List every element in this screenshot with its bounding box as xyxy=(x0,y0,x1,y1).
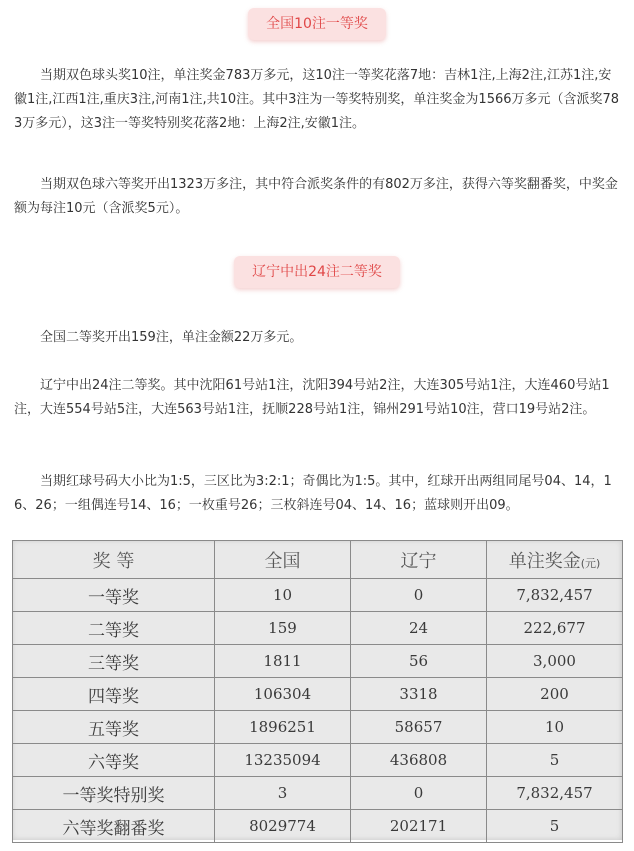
cell-level: 六等奖 xyxy=(13,744,215,777)
cell-level: 一等奖特别奖 xyxy=(13,777,215,810)
cell-liaoning: 436808 xyxy=(351,744,487,777)
table-row xyxy=(13,744,623,777)
cell-national: 13235094 xyxy=(215,744,351,777)
cell-national: 1896251 xyxy=(215,711,351,744)
section-heading: 辽宁中出24注二等奖 xyxy=(234,256,400,288)
header-liaoning: 辽宁 xyxy=(351,541,487,579)
cell-prize: 7,832,457 xyxy=(487,777,623,810)
section-heading-wrap xyxy=(0,256,634,288)
cell-prize: 7,832,457 xyxy=(487,579,623,612)
section-heading: 全国10注一等奖 xyxy=(248,8,386,40)
section-heading-wrap xyxy=(0,8,634,40)
table-row xyxy=(13,612,623,645)
table-header-row xyxy=(13,541,623,579)
cell-national: 3 xyxy=(215,777,351,810)
cell-level: 六等奖翻番奖 xyxy=(13,810,215,843)
cell-national: 106304 xyxy=(215,678,351,711)
paragraph: 全国二等奖开出159注，单注金额22万多元。 xyxy=(40,330,303,345)
cell-national: 8029774 xyxy=(215,810,351,843)
cell-level: 一等奖 xyxy=(13,579,215,612)
cell-national: 10 xyxy=(215,579,351,612)
cell-liaoning: 24 xyxy=(351,612,487,645)
cell-prize: 200 xyxy=(487,678,623,711)
cell-national: 159 xyxy=(215,612,351,645)
header-prize xyxy=(487,541,623,579)
cell-liaoning: 56 xyxy=(351,645,487,678)
paragraph: 当期双色球头奖10注，单注奖金783万多元，这10注一等奖花落7地：吉林1注,上海2注,江苏1注,安徽1注,江西1注,重庆3注,河南1注,共10注。其中3注为一等奖特别奖，单注奖金为1566万多元（含派奖783万多元），这3注一等奖特别奖花落2地：上海2注,安徽1注。 xyxy=(14,68,620,131)
cell-prize: 5 xyxy=(487,810,623,843)
prize-table xyxy=(12,540,623,843)
cell-level: 四等奖 xyxy=(13,678,215,711)
cell-prize: 5 xyxy=(487,744,623,777)
cell-liaoning: 0 xyxy=(351,777,487,810)
cell-liaoning: 0 xyxy=(351,579,487,612)
cell-level: 二等奖 xyxy=(13,612,215,645)
cell-national: 1811 xyxy=(215,645,351,678)
header-prize-label: 单注奖金 xyxy=(508,550,581,572)
header-prize-unit: (元) xyxy=(580,556,601,570)
cell-prize: 3,000 xyxy=(487,645,623,678)
table-row xyxy=(13,810,623,843)
paragraph: 辽宁中出24注二等奖。其中沈阳61号站1注，沈阳394号站2注，大连305号站1注，大连460号站1注，大连554号站5注，大连563号站1注，抚顺228号站1注，锦州291号站10注，营口19号站2注。 xyxy=(14,378,610,417)
cell-level: 五等奖 xyxy=(13,711,215,744)
cell-liaoning: 3318 xyxy=(351,678,487,711)
header-national: 全国 xyxy=(215,541,351,579)
table-row xyxy=(13,777,623,810)
table-row xyxy=(13,711,623,744)
cell-prize: 10 xyxy=(487,711,623,744)
cell-prize: 222,677 xyxy=(487,612,623,645)
header-level: 奖 等 xyxy=(13,541,215,579)
table-row xyxy=(13,579,623,612)
cell-level: 三等奖 xyxy=(13,645,215,678)
prize-table-image xyxy=(12,540,622,840)
paragraph: 当期双色球六等奖开出1323万多注，其中符合派奖条件的有802万多注，获得六等奖翻番奖，中奖金额为每注10元（含派奖5元）。 xyxy=(14,177,618,216)
table-row xyxy=(13,678,623,711)
table-row xyxy=(13,645,623,678)
paragraph: 当期红球号码大小比为1:5，三区比为3:2:1；奇偶比为1:5。其中，红球开出两组同尾号04、14，16、26；一组偶连号14、16；一枚重号26；三枚斜连号04、14、16；蓝球则开出09。 xyxy=(14,474,612,513)
cell-liaoning: 202171 xyxy=(351,810,487,843)
cell-liaoning: 58657 xyxy=(351,711,487,744)
